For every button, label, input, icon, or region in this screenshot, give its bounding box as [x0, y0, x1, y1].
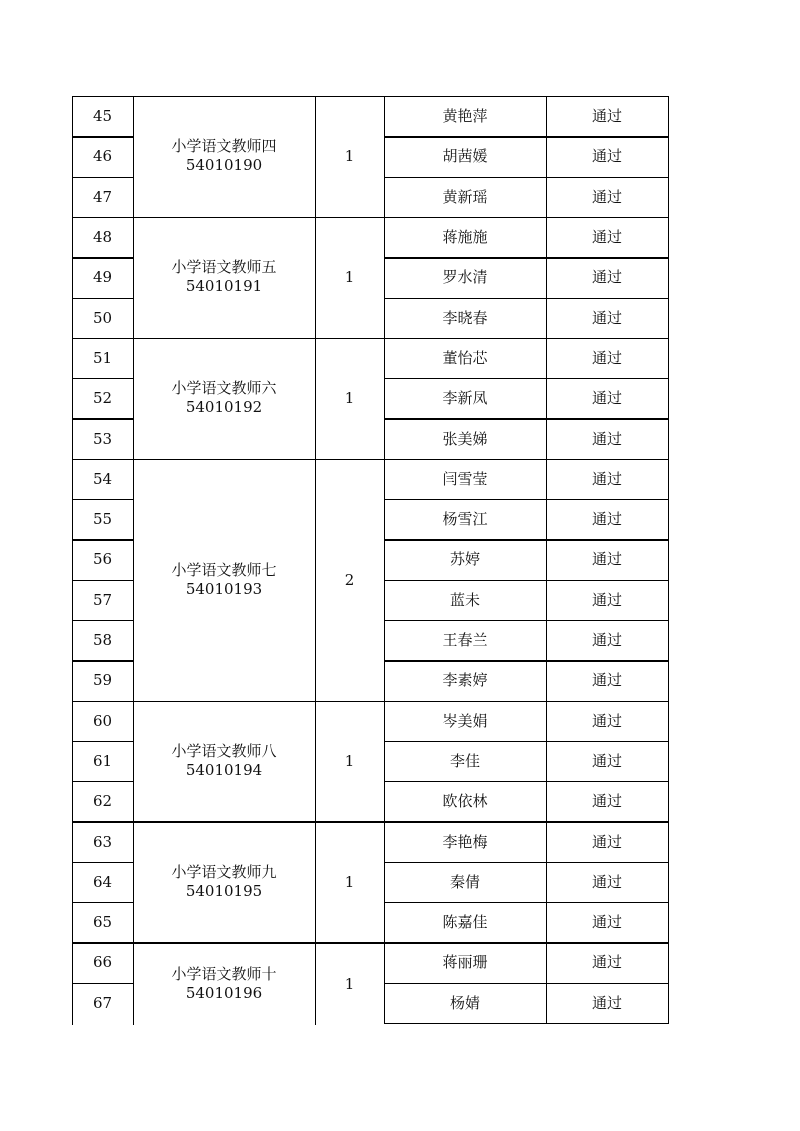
candidate-name: 陈嘉佳 [442, 913, 488, 932]
row-number: 46 [92, 147, 113, 166]
results-table [72, 96, 669, 1025]
row-number: 48 [92, 228, 113, 247]
result-status: 通过 [591, 469, 622, 488]
candidate-name: 李佳 [449, 751, 480, 770]
row-number: 49 [92, 268, 113, 287]
position-code: 54010192 [185, 398, 263, 417]
candidate-name: 蒋丽珊 [442, 953, 488, 972]
position-cell [133, 701, 315, 822]
hiring-count: 1 [344, 751, 355, 770]
result-status: 通过 [591, 147, 622, 166]
candidate-name: 董怡芯 [442, 348, 488, 367]
position-name: 小学语文教师七 [171, 560, 277, 579]
result-status: 通过 [591, 348, 622, 367]
position-name: 小学语文教师六 [171, 379, 277, 398]
hiring-count: 1 [344, 389, 355, 408]
row-number: 60 [92, 711, 113, 730]
position-name: 小学语文教师十 [171, 964, 277, 983]
row-number: 66 [92, 953, 113, 972]
row-number: 50 [92, 308, 113, 327]
candidate-name: 黄艳萍 [442, 107, 488, 126]
row-number: 54 [92, 469, 113, 488]
position-code: 54010196 [185, 983, 263, 1002]
row-number: 56 [92, 550, 113, 569]
position-code: 54010190 [185, 156, 263, 175]
result-status: 通过 [591, 631, 622, 650]
result-status: 通过 [591, 832, 622, 851]
result-status: 通过 [591, 228, 622, 247]
result-status: 通过 [591, 550, 622, 569]
position-cell [133, 459, 315, 701]
position-code: 54010195 [185, 881, 263, 900]
candidate-name: 欧依林 [442, 792, 488, 811]
candidate-name: 李新凤 [442, 389, 488, 408]
row-number: 55 [92, 510, 113, 529]
candidate-name: 黄新瑶 [442, 187, 488, 206]
row-number: 67 [92, 993, 113, 1012]
position-cell [133, 96, 315, 217]
hiring-count: 2 [344, 570, 355, 589]
row-number: 57 [92, 590, 113, 609]
candidate-name: 王春兰 [442, 631, 488, 650]
result-status: 通过 [591, 187, 622, 206]
hiring-count: 1 [344, 268, 355, 287]
candidate-name: 蓝未 [449, 590, 480, 609]
result-status: 通过 [591, 389, 622, 408]
row-number: 47 [92, 187, 113, 206]
result-status: 通过 [591, 510, 622, 529]
hiring-count: 1 [344, 872, 355, 891]
row-number: 59 [92, 671, 113, 690]
position-cell [133, 338, 315, 459]
candidate-name: 杨婧 [449, 993, 480, 1012]
position-name: 小学语文教师八 [171, 741, 277, 760]
row-number: 52 [92, 389, 113, 408]
position-cell [133, 821, 315, 942]
row-number: 53 [92, 429, 113, 448]
result-status: 通过 [591, 268, 622, 287]
table-border-right [668, 96, 669, 1023]
position-code: 54010191 [185, 277, 263, 296]
row-number: 62 [92, 792, 113, 811]
candidate-name: 苏婷 [449, 550, 480, 569]
row-number: 61 [92, 751, 113, 770]
row-divider [384, 1023, 669, 1024]
hiring-count: 1 [344, 974, 355, 993]
candidate-name: 岑美娟 [442, 711, 488, 730]
result-status: 通过 [591, 590, 622, 609]
candidate-name: 秦倩 [449, 872, 480, 891]
position-code: 54010194 [185, 760, 263, 779]
position-cell [133, 217, 315, 338]
row-number: 51 [92, 348, 113, 367]
position-name: 小学语文教师九 [171, 862, 277, 881]
position-name: 小学语文教师四 [171, 137, 277, 156]
result-status: 通过 [591, 429, 622, 448]
result-status: 通过 [591, 913, 622, 932]
candidate-name: 蒋施施 [442, 228, 488, 247]
result-status: 通过 [591, 308, 622, 327]
result-status: 通过 [591, 953, 622, 972]
candidate-name: 张美娣 [442, 429, 488, 448]
candidate-name: 李艳梅 [442, 832, 488, 851]
result-status: 通过 [591, 792, 622, 811]
row-number: 45 [92, 107, 113, 126]
row-number: 64 [92, 872, 113, 891]
result-status: 通过 [591, 993, 622, 1012]
candidate-name: 李晓春 [442, 308, 488, 327]
row-number: 63 [92, 832, 113, 851]
position-code: 54010193 [185, 579, 263, 598]
position-name: 小学语文教师五 [171, 258, 277, 277]
candidate-name: 闫雪莹 [442, 469, 488, 488]
candidate-name: 李素婷 [442, 671, 488, 690]
row-number: 58 [92, 631, 113, 650]
candidate-name: 罗水清 [442, 268, 488, 287]
candidate-name: 胡茜媛 [442, 147, 488, 166]
hiring-count: 1 [344, 147, 355, 166]
result-status: 通过 [591, 872, 622, 891]
result-status: 通过 [591, 671, 622, 690]
result-status: 通过 [591, 751, 622, 770]
row-number: 65 [92, 913, 113, 932]
candidate-name: 杨雪江 [442, 510, 488, 529]
position-cell [133, 942, 315, 1025]
result-status: 通过 [591, 107, 622, 126]
result-status: 通过 [591, 711, 622, 730]
